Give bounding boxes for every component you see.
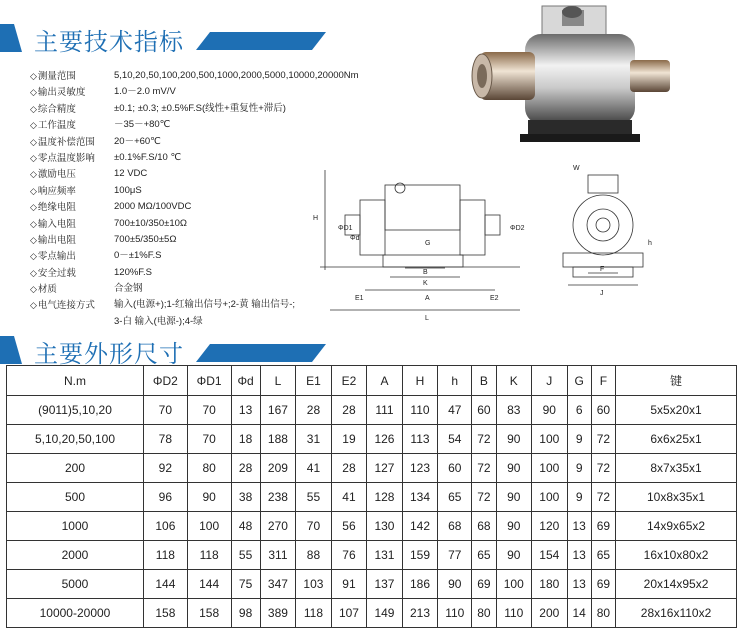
table-cell: 103 (296, 570, 332, 599)
header-bar-decoration (196, 32, 326, 50)
table-cell: 106 (143, 512, 187, 541)
dim-label-k: K (423, 280, 428, 287)
table-cell: 347 (260, 570, 296, 599)
table-cell: 311 (260, 541, 296, 570)
table-cell: 158 (143, 599, 187, 628)
spec-value: ±0.1%F.S/10 ℃ (114, 151, 182, 163)
spec-label: ◇ 综合精度 (30, 101, 114, 117)
table-header-cell: ΦD1 (187, 366, 231, 396)
dim-label-d1: ΦD1 (338, 225, 353, 232)
table-row (7, 454, 737, 483)
table-cell: 28x16x110x2 (616, 599, 737, 628)
table-cell: 72 (591, 425, 615, 454)
table-cell: 118 (187, 541, 231, 570)
section-header-dimensions (0, 332, 330, 368)
table-cell: 127 (367, 454, 403, 483)
table-cell: 70 (296, 512, 332, 541)
table-cell: 28 (331, 396, 367, 425)
table-cell: 83 (496, 396, 532, 425)
dim-label-e1: E1 (355, 295, 364, 302)
table-header-cell: N.m (7, 366, 144, 396)
table-cell: 18 (231, 425, 260, 454)
table-cell: 78 (143, 425, 187, 454)
table-cell: 90 (496, 483, 532, 512)
table-header-cell: B (472, 366, 496, 396)
dim-label-w: W (573, 165, 580, 172)
table-cell: 28 (231, 454, 260, 483)
spec-value: ±0.1; ±0.3; ±0.5%F.S(线性+重复性+滞后) (114, 102, 286, 114)
dim-label-h-side: H (313, 215, 319, 222)
table-cell: 68 (472, 512, 496, 541)
table-cell: 107 (331, 599, 367, 628)
table-cell: 130 (367, 512, 403, 541)
dim-label-d2: ΦD2 (510, 225, 525, 232)
table-cell: 100 (496, 570, 532, 599)
spec-value: 合金钢 (114, 283, 143, 295)
spec-label: ◇ 材质 (30, 281, 114, 297)
table-header-cell: A (367, 366, 403, 396)
table-cell: 69 (591, 570, 615, 599)
table-cell: 1000 (7, 512, 144, 541)
table-header-cell: 键 (616, 366, 737, 396)
table-cell: 100 (532, 425, 568, 454)
spec-label: ◇ 工作温度 (30, 117, 114, 133)
dim-label-e2: E2 (490, 295, 499, 302)
table-cell: 6x6x25x1 (616, 425, 737, 454)
table-cell: 90 (496, 541, 532, 570)
table-cell: 213 (402, 599, 438, 628)
spec-label: ◇ 激励电压 (30, 166, 114, 182)
table-cell: 144 (187, 570, 231, 599)
table-cell: 69 (472, 570, 496, 599)
table-cell: 200 (7, 454, 144, 483)
table-cell: 209 (260, 454, 296, 483)
table-cell: 98 (231, 599, 260, 628)
table-cell: 120 (532, 512, 568, 541)
dim-label-j: J (600, 290, 604, 297)
table-cell: 96 (143, 483, 187, 512)
spec-label: ◇ 温度补偿范围 (30, 134, 114, 150)
spec-value: 2000 MΩ/100VDC (114, 201, 192, 213)
dim-label-f: F (600, 266, 605, 273)
table-cell: 70 (187, 425, 231, 454)
table-cell: 13 (567, 570, 591, 599)
table-cell: 9 (567, 425, 591, 454)
table-cell: 90 (187, 483, 231, 512)
table-cell: 200 (532, 599, 568, 628)
table-cell: 13 (231, 396, 260, 425)
table-cell: 134 (402, 483, 438, 512)
dim-label-a: A (425, 295, 430, 302)
dimension-drawing-side (305, 160, 545, 325)
table-cell: 159 (402, 541, 438, 570)
spec-value: 700±5/350±5Ω (114, 233, 177, 245)
table-cell: 72 (472, 483, 496, 512)
table-header-row (7, 366, 737, 396)
header-tab-decoration (0, 336, 22, 364)
spec-value: 120%F.S (114, 266, 153, 278)
spec-value: 输入(电源+);1-红输出信号+;2-黄 输出信号-; (114, 299, 296, 311)
table-cell: 72 (472, 425, 496, 454)
table-cell: 110 (496, 599, 532, 628)
table-row (7, 512, 737, 541)
table-row (7, 599, 737, 628)
dim-label-d: Φd (350, 235, 360, 242)
spec-label: ◇ 电气连接方式 (30, 297, 114, 313)
table-cell: 10000-20000 (7, 599, 144, 628)
table-header-cell: h (438, 366, 472, 396)
spec-label: ◇ 输入电阻 (30, 216, 114, 232)
table-cell: 54 (438, 425, 472, 454)
table-header-cell: K (496, 366, 532, 396)
spec-label: ◇ 响应频率 (30, 183, 114, 199)
table-cell: 72 (472, 454, 496, 483)
dim-label-g: G (425, 240, 431, 247)
table-cell: 65 (472, 541, 496, 570)
table-cell: 19 (331, 425, 367, 454)
table-cell: 100 (187, 512, 231, 541)
table-cell: 500 (7, 483, 144, 512)
spec-row (30, 101, 359, 117)
table-cell: 72 (591, 483, 615, 512)
table-cell: 6 (567, 396, 591, 425)
table-row (7, 570, 737, 599)
spec-value: 5,10,20,50,100,200,500,1000,2000,5000,10000,20000Nm (114, 70, 359, 81)
dimension-table (6, 365, 737, 628)
table-cell: 72 (591, 454, 615, 483)
table-cell: 38 (231, 483, 260, 512)
table-cell: 180 (532, 570, 568, 599)
table-cell: 65 (591, 541, 615, 570)
spec-value: 20－+60℃ (114, 135, 161, 147)
table-header-cell: L (260, 366, 296, 396)
table-cell: (9011)5,10,20 (7, 396, 144, 425)
spec-value-continuation: 3-白 输入(电源-);4-绿 (114, 315, 203, 327)
table-cell: 389 (260, 599, 296, 628)
table-cell: 55 (231, 541, 260, 570)
dim-label-b: B (423, 269, 428, 276)
table-cell: 28 (331, 454, 367, 483)
table-cell: 90 (496, 454, 532, 483)
header-bar-decoration (196, 344, 326, 362)
spec-label: ◇ 零点温度影响 (30, 150, 114, 166)
table-cell: 60 (472, 396, 496, 425)
section-header-specs (0, 20, 330, 56)
spec-row (30, 117, 359, 133)
table-cell: 75 (231, 570, 260, 599)
table-cell: 70 (187, 396, 231, 425)
table-cell: 90 (496, 425, 532, 454)
dim-label-h-end: h (648, 240, 652, 247)
table-cell: 41 (331, 483, 367, 512)
table-cell: 100 (532, 483, 568, 512)
table-cell: 10x8x35x1 (616, 483, 737, 512)
section-title-specs: 主要技术指标 (34, 28, 184, 56)
table-cell: 16x10x80x2 (616, 541, 737, 570)
table-header-cell: J (532, 366, 568, 396)
spec-value: 12 VDC (114, 168, 148, 180)
table-cell: 167 (260, 396, 296, 425)
spec-value: 100μS (114, 184, 142, 196)
table-cell: 154 (532, 541, 568, 570)
header-tab-decoration (0, 24, 22, 52)
spec-row (30, 68, 359, 84)
table-cell: 76 (331, 541, 367, 570)
table-cell: 118 (143, 541, 187, 570)
spec-label: ◇ 绝缘电阻 (30, 199, 114, 215)
table-cell: 118 (296, 599, 332, 628)
table-cell: 2000 (7, 541, 144, 570)
table-row (7, 483, 737, 512)
table-cell: 90 (496, 512, 532, 541)
table-cell: 137 (367, 570, 403, 599)
table-cell: 80 (472, 599, 496, 628)
spec-value: －35－+80℃ (114, 119, 171, 131)
table-header-cell: F (591, 366, 615, 396)
table-cell: 20x14x95x2 (616, 570, 737, 599)
table-cell: 131 (367, 541, 403, 570)
table-cell: 110 (438, 599, 472, 628)
table-cell: 100 (532, 454, 568, 483)
spec-row (30, 134, 359, 150)
spec-label: ◇ 测量范围 (30, 68, 114, 84)
table-cell: 55 (296, 483, 332, 512)
table-cell: 41 (296, 454, 332, 483)
spec-label: ◇ 安全过载 (30, 265, 114, 281)
table-cell: 80 (187, 454, 231, 483)
table-cell: 142 (402, 512, 438, 541)
table-cell: 13 (567, 541, 591, 570)
dimension-drawing-end (548, 155, 658, 315)
table-cell: 88 (296, 541, 332, 570)
table-cell: 126 (367, 425, 403, 454)
table-cell: 47 (438, 396, 472, 425)
spec-label: ◇ 输出电阻 (30, 232, 114, 248)
table-cell: 14 (567, 599, 591, 628)
table-cell: 90 (532, 396, 568, 425)
table-cell: 13 (567, 512, 591, 541)
spec-label: ◇ 输出灵敏度 (30, 84, 114, 100)
table-row (7, 541, 737, 570)
table-cell: 123 (402, 454, 438, 483)
table-cell: 8x7x35x1 (616, 454, 737, 483)
table-cell: 270 (260, 512, 296, 541)
table-cell: 31 (296, 425, 332, 454)
table-cell: 5,10,20,50,100 (7, 425, 144, 454)
table-cell: 238 (260, 483, 296, 512)
section-title-dimensions: 主要外形尺寸 (34, 340, 184, 368)
table-cell: 113 (402, 425, 438, 454)
table-header-cell: E1 (296, 366, 332, 396)
table-header-cell: H (402, 366, 438, 396)
spec-value: 1.0－2.0 mV/V (114, 86, 176, 98)
table-cell: 158 (187, 599, 231, 628)
table-cell: 65 (438, 483, 472, 512)
table-header-cell: E2 (331, 366, 367, 396)
table-row (7, 396, 737, 425)
table-cell: 69 (591, 512, 615, 541)
spec-value: 0－±1%F.S (114, 250, 162, 262)
table-cell: 5x5x20x1 (616, 396, 737, 425)
table-cell: 144 (143, 570, 187, 599)
table-cell: 111 (367, 396, 403, 425)
spec-value: 700±10/350±10Ω (114, 217, 188, 229)
table-cell: 68 (438, 512, 472, 541)
table-header-cell: ΦD2 (143, 366, 187, 396)
table-cell: 92 (143, 454, 187, 483)
table-cell: 80 (591, 599, 615, 628)
table-header-cell: Φd (231, 366, 260, 396)
table-cell: 48 (231, 512, 260, 541)
table-cell: 60 (438, 454, 472, 483)
table-cell: 56 (331, 512, 367, 541)
table-cell: 5000 (7, 570, 144, 599)
spec-label: ◇ 零点输出 (30, 248, 114, 264)
dim-label-l: L (425, 315, 429, 322)
product-photo (450, 2, 700, 152)
table-cell: 70 (143, 396, 187, 425)
table-cell: 110 (402, 396, 438, 425)
table-cell: 9 (567, 483, 591, 512)
table-cell: 91 (331, 570, 367, 599)
table-cell: 60 (591, 396, 615, 425)
table-cell: 128 (367, 483, 403, 512)
table-cell: 77 (438, 541, 472, 570)
table-cell: 188 (260, 425, 296, 454)
table-cell: 90 (438, 570, 472, 599)
table-cell: 9 (567, 454, 591, 483)
spec-row (30, 84, 359, 100)
table-row (7, 425, 737, 454)
table-cell: 149 (367, 599, 403, 628)
table-header-cell: G (567, 366, 591, 396)
table-cell: 14x9x65x2 (616, 512, 737, 541)
table-cell: 186 (402, 570, 438, 599)
table-cell: 28 (296, 396, 332, 425)
